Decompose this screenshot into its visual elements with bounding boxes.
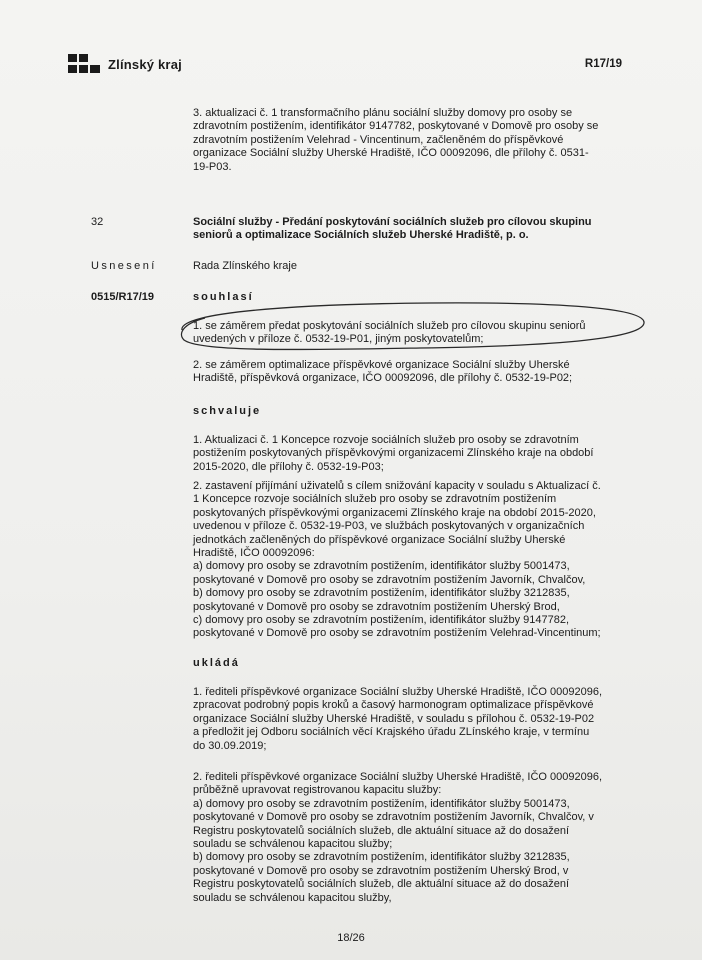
schvaluje-heading: schvaluje <box>193 405 262 417</box>
resolution-number: 0515/R17/19 <box>91 291 154 303</box>
previous-item-3: 3. aktualizaci č. 1 transformačního plánu sociální služby domovy pro osoby se zdravotním postižením, identifikátor 9147782, poskytované v Domově pro osoby se zdravotním postižením Velehrad - Vincentinum, začleněném do příspěvkové organizace Sociální služby Uherské Hradiště, IČO 00092096, dle přílohy č. 0531- 19-P03. <box>193 107 599 173</box>
zlinsky-kraj-logo <box>68 54 182 74</box>
agenda-title: Sociální služby - Předání poskytování sociálních služeb pro cílovou skupinu seniorů a optimalizace Sociálních služeb Uherské Hradiště, p. o. <box>193 216 592 242</box>
agenda-number: 32 <box>91 216 104 228</box>
resolving-body: Rada Zlínského kraje <box>193 260 297 272</box>
uklada-item-1: 1. řediteli příspěvkové organizace Sociální služby Uherské Hradiště, IČO 00092096, zpracovat podrobný popis kroků a časový harmonogram optimalizace příspěvkové organizace Sociální služby Uherské Hradiště, v souladu s přílohou č. 0532-19-P02 a předložit jej Odboru sociálních věcí Krajského úřadu ZLínského kraje, v termínu do 30.09.2019; <box>193 686 603 752</box>
souhlasi-heading: souhlasí <box>193 291 254 303</box>
kraj-logo-icon <box>68 54 102 74</box>
schvaluje-item-1: 1. Aktualizaci č. 1 Koncepce rozvoje sociálních služeb pro osoby se zdravotním postižením poskytovaných příspěvkovými organizacemi Zlínského kraje na období 2015-2020, dle přílohy č. 0532-19-P03; <box>193 434 594 473</box>
logo-text: Zlínský kraj <box>108 56 182 72</box>
page-number: 18/26 <box>337 932 365 944</box>
souhlasi-item-2: 2. se záměrem optimalizace příspěvkové organizace Sociální služby Uherské Hradiště, příspěvková organizace, IČO 00092096, dle přílohy č. 0532-19-P02; <box>193 359 573 385</box>
souhlasi-item-1: 1. se záměrem předat poskytování sociálních služeb pro cílovou skupinu seniorů uvedených v příloze č. 0532-19-P01, jiným poskytovatelům; <box>193 320 586 346</box>
schvaluje-item-2: 2. zastavení přijímání uživatelů s cílem snižování kapacity v souladu s Aktualizací č. 1 Koncepce rozvoje sociálních služeb pro osoby se zdravotním postižením poskytovaných příspěvkovými organizacemi Zlínského kraje na období 2015-2020, uvedenou v příloze č. 0532-19-P03, ve službách poskytovaných v organizačních jednotkách začleněných do příspěvkové organizace Sociální služby Uherské Hradiště, IČO 00092096: a) domovy pro osoby se zdravotním postižením, identifikátor služby 5001473, poskytované v Domově pro osoby se zdravotním postižením Javorník, Chvalčov, b) domovy pro osoby se zdravotním postižením, identifikátor služby 3212835, poskytované v Domově pro osoby se zdravotním postižením Uherský Brod, c) domovy pro osoby se zdravotním postižením, identifikátor služby 9147782, poskytované v Domově pro osoby se zdravotním postižením Velehrad-Vincentinum; <box>193 480 601 640</box>
uklada-heading: ukládá <box>193 657 240 669</box>
document-reference: R17/19 <box>584 58 622 70</box>
uklada-item-2: 2. řediteli příspěvkové organizace Sociální služby Uherské Hradiště, IČO 00092096, průběžně upravovat registrovanou kapacitu služby: a) domovy pro osoby se zdravotním postižením, identifikátor služby 5001473, poskytované v Domově pro osoby se zdravotním postižením Javorník, Chvalčov, v Registru poskytovatelů sociálních služeb, dle aktuální situace až do dosažení souladu se schválenou kapacitou služby; b) domovy pro osoby se zdravotním postižením, identifikátor služby 3212835, poskytované v Domově pro osoby se zdravotním postižením Uherský Brod, v Registru poskytovatelů sociálních služeb, dle aktuální situace až do dosažení souladu se schválenou kapacitou služby, <box>193 771 603 904</box>
usneseni-label: Usnesení <box>91 260 157 272</box>
